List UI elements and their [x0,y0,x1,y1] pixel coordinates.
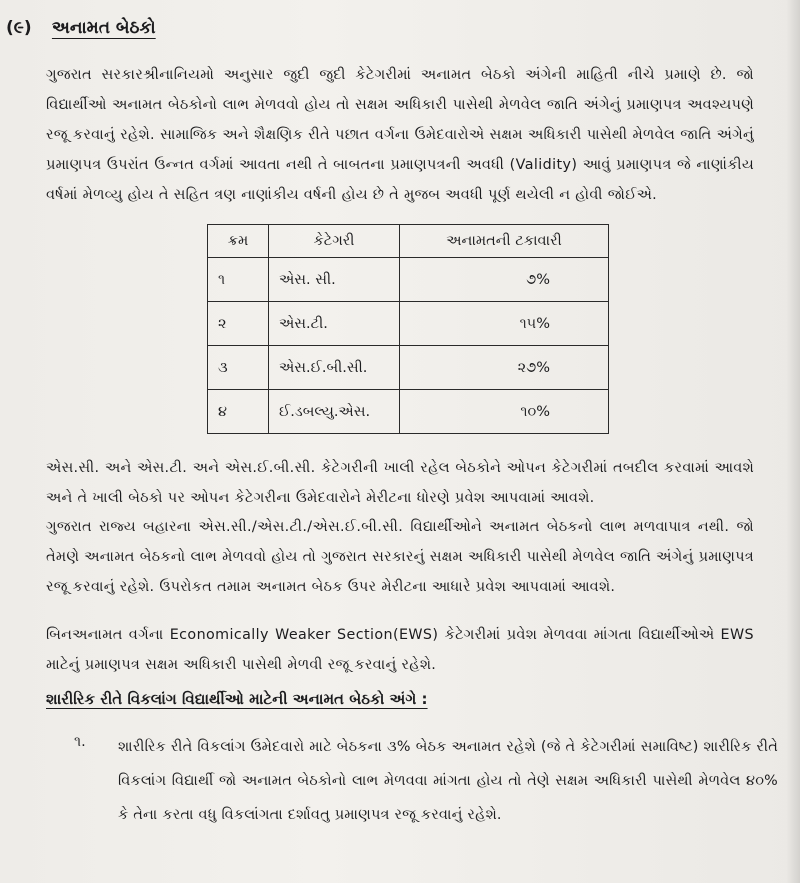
paragraph-reserved-seats-info: ગુજરાત સરકારશ્રીનાનિયમો અનુસાર જુદી જુદી કેટેગરીમાં અનામત બેઠકો અંગેની માહિતી નીચે પ્રમાણે છે. જો વિદ્યાર્થીઓ અનામત બેઠકોનો લાભ મેળવવો હોય તો સક્ષમ અધિકારી પાસેથી મેળવેલ જાતિ અંગેનું પ્રમાણપત્ર અવશ્યપણે રજૂ કરવાનું રહેશે. સામાજિક અને શૈક્ષણિક રીતે પછાત વર્ગના ઉમેદવારોએ સક્ષમ અધિકારી પાસેથી મેળવેલ જાતિ અંગેનું પ્રમાણપત્ર ઉપરાંત ઉન્નત વર્ગમાં આવતા નથી તે બાબતના પ્રમાણપત્રની અવધી (Validity) આવું પ્રમાણપત્ર જે નાણાંકીય વર્ષમાં મેળવ્યુ હોય તે સહિત ત્રણ નાણાંકીય વર્ષની હોય છે તે મુજબ અવધી પૂર્ણ થયેલી ન હોવી જોઈએ. [46,67,754,203]
list-item-number: ૧. [74,734,86,750]
cell-category: એસ.ઈ.બી.સી. [269,346,400,390]
cell-category: ઈ.ડબલ્યુ.એસ. [269,390,400,434]
cell-category: એસ. સી. [269,258,400,302]
table-row [208,390,609,434]
cell-serial: ૧ [208,258,269,302]
section-title: અનામત બેઠકો [51,18,156,38]
table-header-row [208,225,609,258]
cell-percentage: ૨૭% [400,346,609,390]
cell-category: એસ.ટી. [269,302,400,346]
table-row [208,302,609,346]
disability-heading: શારીરિક રીતે વિકલાંગ વિદ્યાર્થીઓ માટેની અનામત બેઠકો અંગે : [46,690,428,708]
header-category: કેટેગરી [269,225,400,258]
table-row [208,258,609,302]
paragraph-vacant-seats: એસ.સી. અને એસ.ટી. અને એસ.ઈ.બી.સી. કેટેગરીની ખાલી રહેલ બેઠકોને ઓપન કેટેગરીમાં તબદીલ કરવામાં આવશે અને તે ખાલી બેઠકો પર ઓપન કેટેગરીના ઉમેદવારોને મેરીટના ધોરણે પ્રવેશ આપવામાં આવશે. [46,460,754,506]
cell-serial: ૩ [208,346,269,390]
header-serial: ક્રમ [208,225,269,258]
section-heading [6,18,156,38]
table-row [208,346,609,390]
cell-serial: ૪ [208,390,269,434]
reservation-table [207,224,609,434]
cell-serial: ૨ [208,302,269,346]
paragraph-outside-state: ગુજરાત રાજ્ય બહારના એસ.સી./એસ.ટી./એસ.ઈ.બી.સી. વિદ્યાર્થીઓને અનામત બેઠકનો લાભ મળવાપાત્ર નથી. જો તેમણે અનામત બેઠકનો લાભ મેળવવો હોય તો ગુજરાત સરકારનું સક્ષમ અધિકારી પાસેથી મેળવેલ જાતિ અંગેનું પ્રમાણપત્ર રજૂ કરવાનું રહેશે. ઉપરોકત તમામ અનામત બેઠક ઉપર મેરીટના આધારે પ્રવેશ આપવામાં આવશે. [46,519,754,595]
list-item-text: શારીરિક રીતે વિકલાંગ ઉમેદવારો માટે બેઠકના ૩% બેઠક અનામત રહેશે (જે તે કેટેગરીમાં સમાવિષ્ટ) શારીરિક રીતે વિકલાંગ વિદ્યાર્થી જો અનામત બેઠકોનો લાભ મેળવવા માંગતા હોય તો તેણે સક્ષમ અધિકારી પાસેથી મેળવેલ ૪૦% કે તેના કરતા વધુ વિકલાંગતા દર્શાવતુ પ્રમાણપત્ર રજૂ કરવાનું રહેશે. [118,739,778,823]
header-percentage: અનામતની ટકાવારી [400,225,609,258]
cell-percentage: ૧૦% [400,390,609,434]
paragraph-ews: બિનઅનામત વર્ગના Economically Weaker Section(EWS) કેટેગરીમાં પ્રવેશ મેળવવા માંગતા વિદ્યાર્થીઓએ EWS માટેનું પ્રમાણપત્ર સક્ષમ અધિકારી પાસેથી મેળવી રજૂ કરવાનું રહેશે. [46,627,754,673]
page-edge-shadow [786,0,800,883]
cell-percentage: ૭% [400,258,609,302]
cell-percentage: ૧૫% [400,302,609,346]
section-number: (૯) [6,18,32,38]
